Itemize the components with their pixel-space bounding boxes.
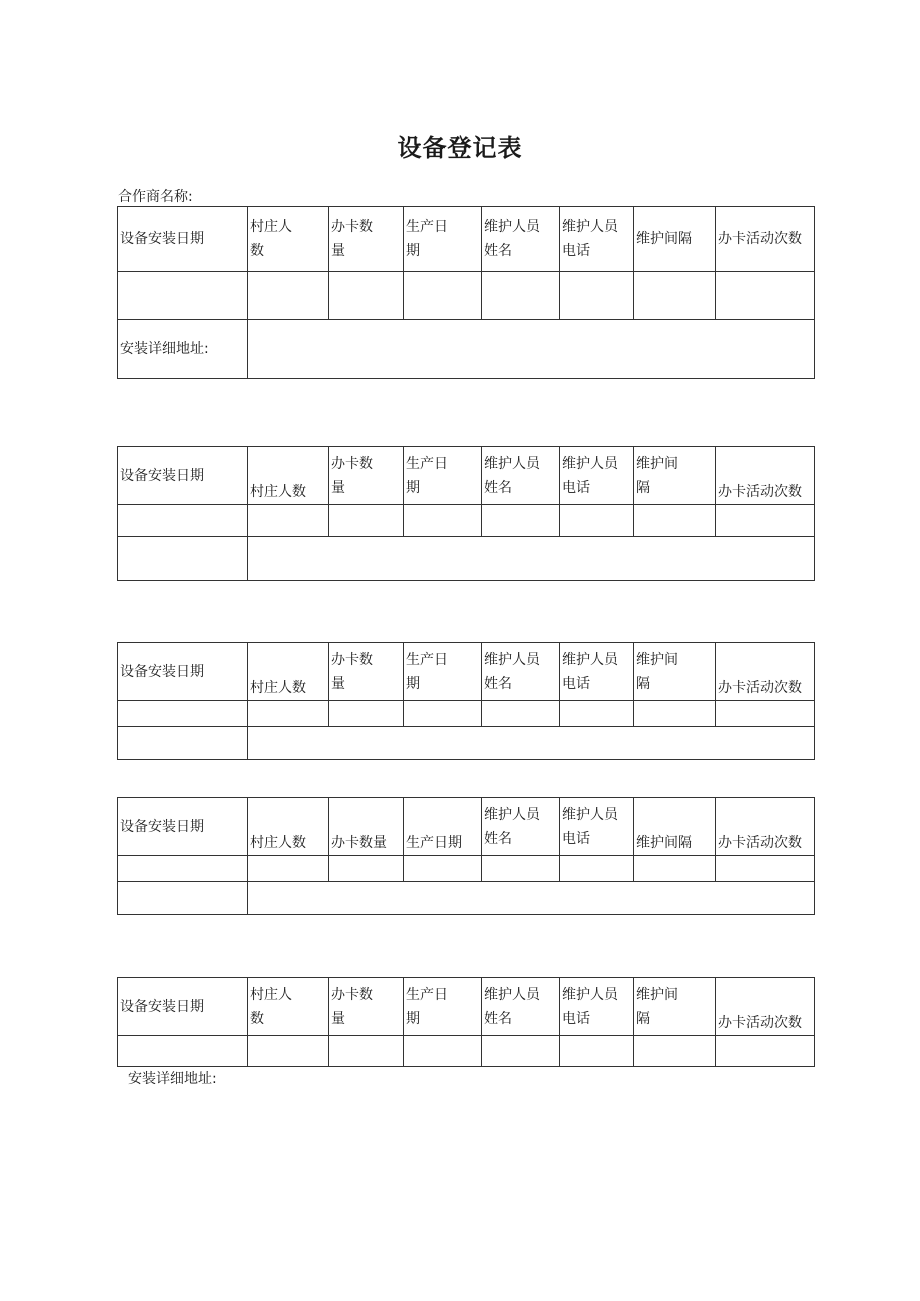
address-label-cell (118, 882, 248, 915)
header-maintainer-name: 维护人员 姓名 (482, 798, 560, 856)
header-maintainer-phone: 维护人员 电话 (560, 447, 634, 505)
registration-table-2 (117, 446, 815, 581)
cell-maintenance-interval[interactable] (634, 1036, 716, 1067)
header-install-date: 设备安装日期 (118, 978, 248, 1036)
cell-villagers[interactable] (248, 701, 329, 727)
header-villagers: 村庄人数 (248, 447, 329, 505)
header-production-date: 生产日 期 (404, 207, 482, 272)
header-activity-count: 办卡活动次数 (716, 643, 815, 701)
header-install-date: 设备安装日期 (118, 643, 248, 701)
header-card-count: 办卡数 量 (329, 978, 404, 1036)
cell-card-count[interactable] (329, 701, 404, 727)
header-activity-count: 办卡活动次数 (716, 447, 815, 505)
cell-activity-count[interactable] (716, 856, 815, 882)
cell-activity-count[interactable] (716, 505, 815, 537)
address-label-cell (118, 727, 248, 760)
header-maintenance-interval: 维护间隔 (634, 798, 716, 856)
header-villagers: 村庄人 数 (248, 207, 329, 272)
cell-villagers[interactable] (248, 856, 329, 882)
cell-install-date[interactable] (118, 856, 248, 882)
header-maintainer-phone: 维护人员 电话 (560, 207, 634, 272)
header-activity-count: 办卡活动次数 (716, 207, 815, 272)
header-villagers: 村庄人数 (248, 798, 329, 856)
registration-table-3 (117, 642, 815, 760)
header-production-date: 生产日 期 (404, 447, 482, 505)
address-label-footer: 安装详细地址: (128, 1071, 217, 1087)
header-install-date: 设备安装日期 (118, 798, 248, 856)
header-maintenance-interval: 维护间隔 (634, 207, 716, 272)
header-maintainer-phone: 维护人员 电话 (560, 978, 634, 1036)
header-maintenance-interval: 维护间 隔 (634, 643, 716, 701)
cell-activity-count[interactable] (716, 272, 815, 320)
cell-activity-count[interactable] (716, 1036, 815, 1067)
header-activity-count: 办卡活动次数 (716, 978, 815, 1036)
header-villagers: 村庄人 数 (248, 978, 329, 1036)
cell-card-count[interactable] (329, 856, 404, 882)
cell-install-date[interactable] (118, 1036, 248, 1067)
header-production-date: 生产日期 (404, 798, 482, 856)
registration-table-1 (117, 206, 815, 379)
cell-maintainer-phone[interactable] (560, 856, 634, 882)
cell-maintenance-interval[interactable] (634, 856, 716, 882)
registration-table-5 (117, 977, 815, 1067)
cell-maintainer-name[interactable] (482, 856, 560, 882)
cell-card-count[interactable] (329, 505, 404, 537)
cell-maintainer-phone[interactable] (560, 701, 634, 727)
header-card-count: 办卡数 量 (329, 447, 404, 505)
header-production-date: 生产日 期 (404, 978, 482, 1036)
cell-maintenance-interval[interactable] (634, 272, 716, 320)
cell-address[interactable] (248, 537, 815, 581)
header-card-count: 办卡数量 (329, 798, 404, 856)
cell-production-date[interactable] (404, 701, 482, 727)
header-maintainer-name: 维护人员 姓名 (482, 978, 560, 1036)
cell-card-count[interactable] (329, 272, 404, 320)
address-label-cell (118, 537, 248, 581)
cell-maintainer-name[interactable] (482, 1036, 560, 1067)
cell-production-date[interactable] (404, 505, 482, 537)
page-title: 设备登记表 (397, 134, 523, 162)
cell-maintenance-interval[interactable] (634, 505, 716, 537)
cell-maintainer-phone[interactable] (560, 1036, 634, 1067)
header-activity-count: 办卡活动次数 (716, 798, 815, 856)
cell-villagers[interactable] (248, 272, 329, 320)
header-install-date: 设备安装日期 (118, 207, 248, 272)
cell-maintainer-name[interactable] (482, 272, 560, 320)
header-card-count: 办卡数 量 (329, 207, 404, 272)
header-maintenance-interval: 维护间 隔 (634, 447, 716, 505)
cell-production-date[interactable] (404, 272, 482, 320)
registration-table-4 (117, 797, 815, 915)
cell-activity-count[interactable] (716, 701, 815, 727)
header-maintainer-name: 维护人员 姓名 (482, 447, 560, 505)
cell-maintainer-name[interactable] (482, 505, 560, 537)
cell-card-count[interactable] (329, 1036, 404, 1067)
cell-villagers[interactable] (248, 1036, 329, 1067)
cell-install-date[interactable] (118, 701, 248, 727)
cell-maintainer-phone[interactable] (560, 505, 634, 537)
header-maintainer-name: 维护人员 姓名 (482, 207, 560, 272)
header-maintainer-name: 维护人员 姓名 (482, 643, 560, 701)
cell-address[interactable] (248, 882, 815, 915)
cell-address[interactable] (248, 320, 815, 379)
cell-address[interactable] (248, 727, 815, 760)
cell-production-date[interactable] (404, 856, 482, 882)
address-label: 安装详细地址: (118, 320, 248, 379)
cell-maintainer-phone[interactable] (560, 272, 634, 320)
partner-name-label: 合作商名称: (118, 189, 193, 205)
cell-maintenance-interval[interactable] (634, 701, 716, 727)
header-maintenance-interval: 维护间 隔 (634, 978, 716, 1036)
header-maintainer-phone: 维护人员 电话 (560, 643, 634, 701)
cell-maintainer-name[interactable] (482, 701, 560, 727)
cell-production-date[interactable] (404, 1036, 482, 1067)
cell-install-date[interactable] (118, 272, 248, 320)
header-maintainer-phone: 维护人员 电话 (560, 798, 634, 856)
header-villagers: 村庄人数 (248, 643, 329, 701)
header-install-date: 设备安装日期 (118, 447, 248, 505)
cell-villagers[interactable] (248, 505, 329, 537)
cell-install-date[interactable] (118, 505, 248, 537)
header-card-count: 办卡数 量 (329, 643, 404, 701)
header-production-date: 生产日 期 (404, 643, 482, 701)
